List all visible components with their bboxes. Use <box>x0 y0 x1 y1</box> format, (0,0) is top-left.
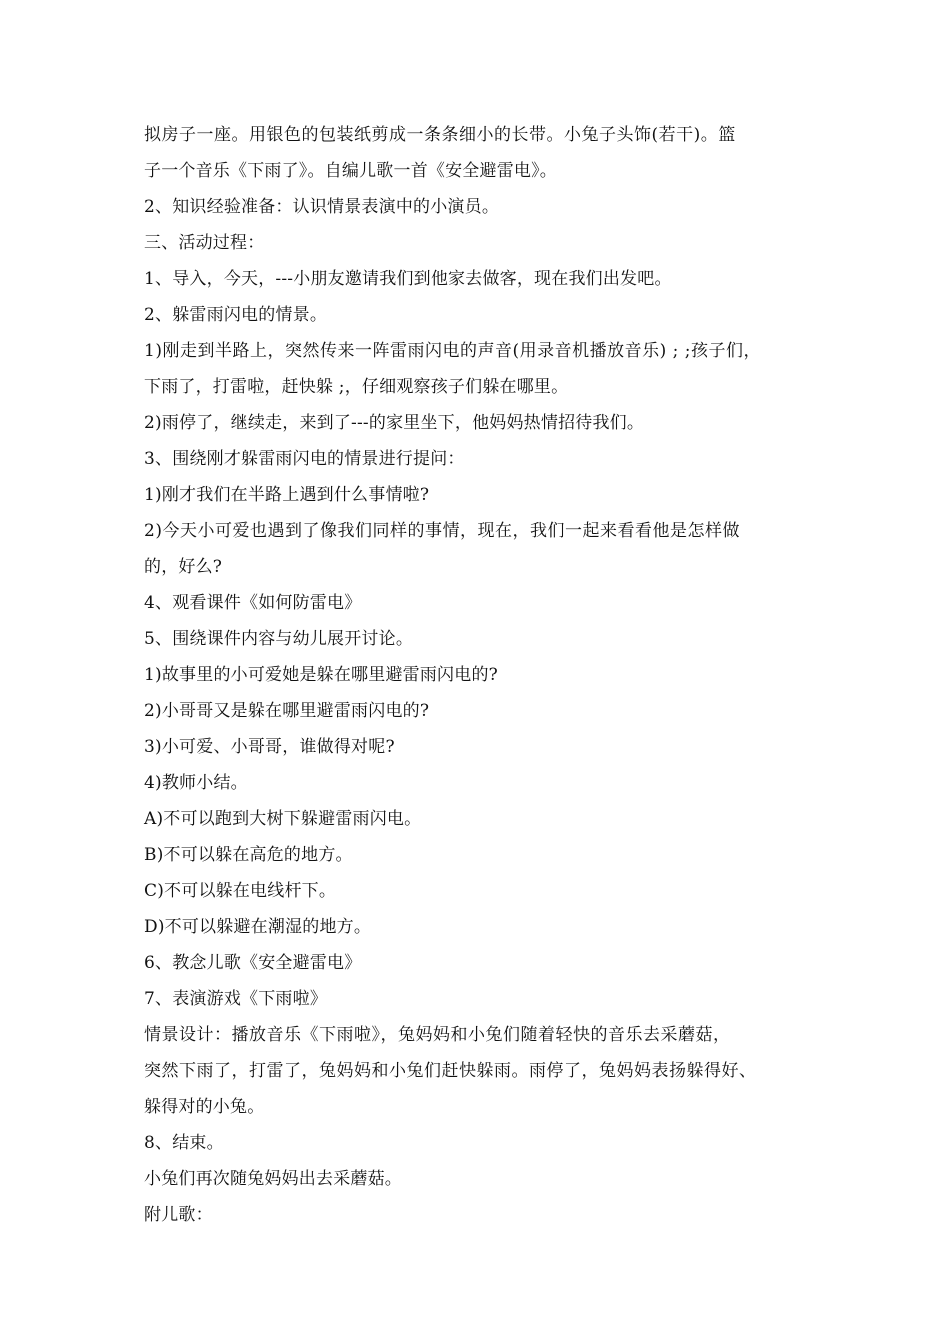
text-line: 2、躲雷雨闪电的情景。 <box>144 305 328 325</box>
text-line: 3、围绕刚才躲雷雨闪电的情景进行提问： <box>144 449 465 469</box>
list-item: C)不可以躲在电线杆下。 <box>144 881 337 901</box>
text-line: 1)刚走到半路上，突然传来一阵雷雨闪电的声音(用录音机播放音乐) ; ;孩子们， <box>144 341 761 361</box>
text-line: 的，好么? <box>144 557 223 577</box>
text-line: 子一个音乐《下雨了》。自编儿歌一首《安全避雷电》。 <box>144 161 557 181</box>
text-line: 小兔们再次随兔妈妈出去采蘑菇。 <box>144 1169 402 1189</box>
text-line: 下雨了，打雷啦，赶快躲 ;，仔细观察孩子们躲在哪里。 <box>144 377 569 397</box>
text-line: 7、表演游戏《下雨啦》 <box>144 989 328 1009</box>
text-line: 1、导入，今天，---小朋友邀请我们到他家去做客，现在我们出发吧。 <box>144 269 672 289</box>
list-item: D)不可以躲避在潮湿的地方。 <box>144 917 372 937</box>
text-line: 3)小可爱、小哥哥，谁做得对呢? <box>144 737 395 757</box>
text-line: 情景设计：播放音乐《下雨啦》，兔妈妈和小兔们随着轻快的音乐去采蘑菇， <box>144 1025 731 1045</box>
document-body <box>144 117 834 1233</box>
text-line: 突然下雨了，打雷了，兔妈妈和小兔们赶快躲雨。雨停了，兔妈妈表扬躲得好、 <box>144 1061 757 1081</box>
text-line: 2)小哥哥又是躲在哪里避雷雨闪电的? <box>144 701 430 721</box>
text-line: 2)今天小可爱也遇到了像我们同样的事情，现在，我们一起来看看他是怎样做 <box>144 521 740 541</box>
text-line: 2、知识经验准备：认识情景表演中的小演员。 <box>144 197 500 217</box>
text-line: 2)雨停了，继续走，来到了---的家里坐下，他妈妈热情招待我们。 <box>144 413 645 433</box>
list-item: A)不可以跑到大树下躲避雷雨闪电。 <box>144 809 422 829</box>
text-line: 附儿歌： <box>144 1205 213 1225</box>
text-line: 1)故事里的小可爱她是躲在哪里避雷雨闪电的? <box>144 665 498 685</box>
text-line: 拟房子一座。用银色的包装纸剪成一条条细小的长带。小兔子头饰(若干)。篮 <box>144 125 736 145</box>
list-item: B)不可以躲在高危的地方。 <box>144 845 353 865</box>
text-line: 4、观看课件《如何防雷电》 <box>144 593 362 613</box>
text-line: 6、教念儿歌《安全避雷电》 <box>144 953 362 973</box>
text-line: 8、结束。 <box>144 1133 224 1153</box>
section-heading: 三、活动过程： <box>144 233 265 253</box>
text-line: 5、围绕课件内容与幼儿展开讨论。 <box>144 629 414 649</box>
text-line: 躲得对的小兔。 <box>144 1097 265 1117</box>
text-line: 4)教师小结。 <box>144 773 248 793</box>
text-line: 1)刚才我们在半路上遇到什么事情啦? <box>144 485 430 505</box>
